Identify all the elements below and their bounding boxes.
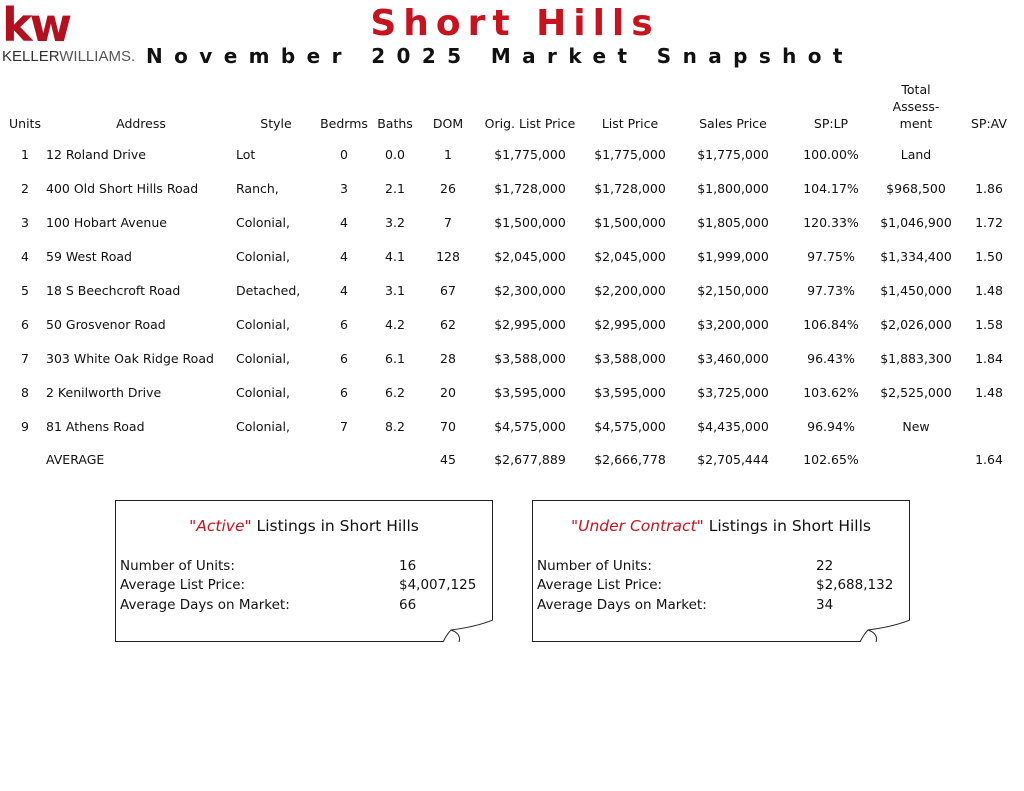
- active-units-label: Number of Units:: [120, 558, 235, 574]
- contract-title-rest: Listings in Short Hills: [703, 517, 871, 535]
- cell-style: [236, 443, 316, 477]
- header-style: Style: [260, 116, 292, 131]
- cell-total-assessment: $1,334,400: [880, 249, 952, 265]
- page-title: Short Hills: [370, 3, 660, 44]
- cell-bedrooms: 6: [340, 316, 348, 332]
- cell-orig-list-price: $3,588,000: [494, 350, 566, 366]
- cell-address: 12 Roland Drive: [46, 147, 146, 163]
- cell-unit: 9: [21, 418, 29, 434]
- cell-sp-av: [958, 409, 1020, 443]
- cell-sp-lp: 106.84%: [803, 316, 859, 332]
- cell-sp-av: 1.72: [975, 215, 1003, 231]
- header-address: Address: [116, 116, 166, 131]
- cell-sp-lp: 103.62%: [803, 384, 859, 400]
- header-bedrooms: Bedrms: [320, 116, 368, 131]
- cell-baths: 6.1: [385, 350, 405, 366]
- cell-sales-price: $4,435,000: [697, 418, 769, 434]
- logo-name-second: WILLIAMS.: [59, 48, 136, 65]
- cell-list-price: $3,588,000: [594, 350, 666, 366]
- cell-style: Colonial,: [236, 418, 290, 434]
- cell-orig-list-price: $3,595,000: [494, 384, 566, 400]
- cell-dom: 26: [440, 181, 456, 197]
- cell-sales-price: $1,999,000: [697, 249, 769, 265]
- logo-name-first: KELLER: [2, 48, 60, 65]
- sales-table: [4, 80, 1020, 477]
- active-title-accent: "Active": [189, 517, 252, 535]
- cell-address: 50 Grosvenor Road: [46, 316, 166, 332]
- table-row: [4, 307, 1020, 341]
- cell-orig-list-price: $2,300,000: [494, 283, 566, 298]
- cell-bedrooms: 7: [340, 418, 348, 434]
- cell-baths: 3.1: [385, 283, 405, 298]
- cell-dom: 45: [440, 452, 456, 468]
- cell-sp-lp: 102.65%: [803, 452, 859, 468]
- cell-style: Colonial,: [236, 249, 290, 265]
- cell-baths: 2.1: [385, 181, 405, 197]
- header-sales-price: Sales Price: [699, 116, 767, 131]
- table-row: [4, 409, 1020, 443]
- cell-sp-av: [958, 138, 1020, 172]
- cell-bedrooms: 6: [340, 384, 348, 400]
- cell-baths: 3.2: [385, 215, 405, 231]
- cell-baths: [372, 443, 418, 477]
- cell-sp-lp: 97.75%: [807, 249, 855, 265]
- cell-address: 18 S Beechcroft Road: [46, 283, 181, 298]
- table-row: [4, 206, 1020, 240]
- header-sp-lp: SP:LP: [813, 116, 849, 131]
- table-row: [4, 274, 1020, 308]
- cell-sp-lp: 104.17%: [803, 181, 859, 197]
- cell-sp-lp: 96.94%: [807, 418, 855, 434]
- cell-total-assessment: $2,026,000: [880, 316, 952, 332]
- cell-address: 2 Kenilworth Drive: [46, 384, 162, 400]
- keller-williams-logo: [2, 2, 142, 68]
- cell-sp-av: 1.58: [975, 316, 1003, 332]
- cell-baths: 0.0: [385, 147, 405, 163]
- cell-style: Colonial,: [236, 350, 290, 366]
- under-contract-listings-box: [532, 500, 910, 642]
- cell-sp-av: 1.86: [975, 181, 1003, 197]
- table-header-row: [4, 80, 1020, 138]
- cell-orig-list-price: $2,045,000: [494, 249, 566, 265]
- table-row: [4, 375, 1020, 409]
- cell-total-assessment: $2,525,000: [880, 384, 952, 400]
- header-orig-list-price: Orig. List Price: [484, 116, 576, 131]
- cell-address: AVERAGE: [46, 452, 105, 468]
- cell-dom: 128: [436, 249, 460, 265]
- cell-dom: 62: [440, 316, 456, 332]
- cell-bedrooms: 4: [340, 215, 348, 231]
- cell-unit: 6: [21, 316, 29, 332]
- header-units: Units: [9, 116, 41, 131]
- cell-unit: [4, 443, 46, 477]
- cell-sp-lp: 120.33%: [803, 215, 859, 231]
- cell-orig-list-price: $1,775,000: [494, 147, 566, 163]
- logo-wordmark: [2, 49, 135, 65]
- cell-sales-price: $1,775,000: [697, 147, 769, 163]
- cell-sp-av: 1.84: [975, 350, 1003, 366]
- contract-units-value: 22: [816, 558, 834, 574]
- cell-style: Colonial,: [236, 215, 290, 231]
- cell-total-assessment: $968,500: [886, 181, 946, 197]
- cell-baths: 8.2: [385, 418, 405, 434]
- cell-total-assessment: [874, 443, 958, 477]
- header-list-price: List Price: [601, 116, 659, 131]
- cell-sales-price: $2,150,000: [697, 283, 769, 298]
- table-row: [4, 341, 1020, 375]
- page-curl-icon: [860, 620, 910, 642]
- cell-sales-price: $3,200,000: [697, 316, 769, 332]
- active-dom-value: 66: [399, 597, 417, 613]
- cell-bedrooms: 3: [340, 181, 348, 197]
- cell-sp-av: 1.48: [975, 384, 1003, 400]
- table-body: [4, 138, 1020, 477]
- table-row: [4, 172, 1020, 206]
- cell-unit: 7: [21, 350, 29, 366]
- cell-dom: 28: [440, 350, 456, 366]
- cell-dom: 20: [440, 384, 456, 400]
- page-subtitle: November 2025 Market Snapshot: [146, 44, 854, 68]
- cell-style: Colonial,: [236, 384, 290, 400]
- cell-total-assessment: $1,883,300: [880, 350, 952, 366]
- contract-units-label: Number of Units:: [537, 558, 652, 574]
- average-row: [4, 443, 1020, 477]
- cell-orig-list-price: $1,500,000: [494, 215, 566, 231]
- active-price-label: Average List Price:: [120, 577, 246, 593]
- cell-address: 100 Hobart Avenue: [46, 215, 167, 231]
- cell-sales-price: $2,705,444: [697, 452, 769, 468]
- cell-sp-lp: 97.73%: [807, 283, 855, 298]
- cell-list-price: $2,995,000: [594, 316, 666, 332]
- active-listings-box: [115, 500, 493, 642]
- cell-orig-list-price: $2,995,000: [494, 316, 566, 332]
- cell-address: 400 Old Short Hills Road: [46, 181, 199, 197]
- cell-sp-av: 1.64: [975, 452, 1003, 468]
- cell-total-assessment: $1,046,900: [880, 215, 952, 231]
- cell-bedrooms: 4: [340, 249, 348, 265]
- contract-dom-label: Average Days on Market:: [537, 597, 707, 613]
- contract-box-title: [533, 517, 909, 535]
- cell-total-assessment: Land: [900, 147, 932, 163]
- cell-baths: 6.2: [385, 384, 405, 400]
- cell-list-price: $1,775,000: [594, 147, 666, 163]
- cell-sales-price: $1,800,000: [697, 181, 769, 197]
- cell-sp-lp: 100.00%: [803, 147, 859, 163]
- contract-price-label: Average List Price:: [537, 577, 663, 593]
- cell-style: Ranch,: [236, 181, 279, 197]
- cell-bedrooms: 6: [340, 350, 348, 366]
- cell-address: 59 West Road: [46, 249, 132, 265]
- cell-total-assessment: New: [902, 418, 930, 434]
- contract-price-value: $2,688,132: [816, 577, 894, 593]
- cell-unit: 3: [21, 215, 29, 231]
- cell-style: Lot: [236, 147, 256, 163]
- cell-address: 303 White Oak Ridge Road: [46, 350, 214, 366]
- table-row: [4, 240, 1020, 274]
- cell-unit: 5: [21, 283, 29, 298]
- cell-sales-price: $3,725,000: [697, 384, 769, 400]
- cell-dom: 70: [440, 418, 456, 434]
- cell-list-price: $3,595,000: [594, 384, 666, 400]
- cell-sp-lp: 96.43%: [807, 350, 855, 366]
- contract-dom-value: 34: [816, 597, 834, 613]
- cell-style: Colonial,: [236, 316, 290, 332]
- active-box-title: [116, 517, 492, 535]
- cell-unit: 8: [21, 384, 29, 400]
- cell-orig-list-price: $1,728,000: [494, 181, 566, 197]
- cell-baths: 4.1: [385, 249, 405, 265]
- cell-bedrooms: [316, 443, 372, 477]
- cell-dom: 7: [444, 215, 452, 231]
- cell-unit: 1: [21, 147, 29, 163]
- cell-list-price: $2,045,000: [594, 249, 666, 265]
- cell-address: 81 Athens Road: [46, 418, 145, 434]
- cell-list-price: $4,575,000: [594, 418, 666, 434]
- cell-list-price: $2,666,778: [594, 452, 666, 468]
- cell-sp-av: 1.50: [975, 249, 1003, 265]
- active-dom-label: Average Days on Market:: [120, 597, 290, 613]
- page-curl-icon: [443, 620, 493, 642]
- logo-mark: kw: [2, 0, 70, 52]
- header-sp-av: SP:AV: [971, 116, 1007, 131]
- cell-sales-price: $3,460,000: [697, 350, 769, 366]
- cell-total-assessment: $1,450,000: [880, 283, 952, 298]
- cell-unit: 4: [21, 249, 29, 265]
- cell-bedrooms: 4: [340, 283, 348, 298]
- cell-style: Detached,: [236, 283, 301, 298]
- cell-unit: 2: [21, 181, 29, 197]
- contract-title-accent: "Under Contract": [570, 517, 704, 535]
- header-total-assessment: Total Assess-ment: [892, 82, 940, 131]
- header-baths: Baths: [377, 116, 413, 131]
- active-units-value: 16: [399, 558, 417, 574]
- cell-list-price: $1,728,000: [594, 181, 666, 197]
- cell-sp-av: 1.48: [975, 283, 1003, 298]
- cell-orig-list-price: $2,677,889: [494, 452, 566, 468]
- cell-orig-list-price: $4,575,000: [494, 418, 566, 434]
- cell-list-price: $1,500,000: [594, 215, 666, 231]
- table-row: [4, 138, 1020, 172]
- cell-bedrooms: 0: [340, 147, 348, 163]
- cell-dom: 67: [440, 283, 456, 298]
- cell-dom: 1: [444, 147, 452, 163]
- cell-sales-price: $1,805,000: [697, 215, 769, 231]
- active-price-value: $4,007,125: [399, 577, 477, 593]
- active-title-rest: Listings in Short Hills: [251, 517, 419, 535]
- header-dom: DOM: [432, 116, 464, 131]
- cell-list-price: $2,200,000: [594, 283, 666, 298]
- cell-baths: 4.2: [385, 316, 405, 332]
